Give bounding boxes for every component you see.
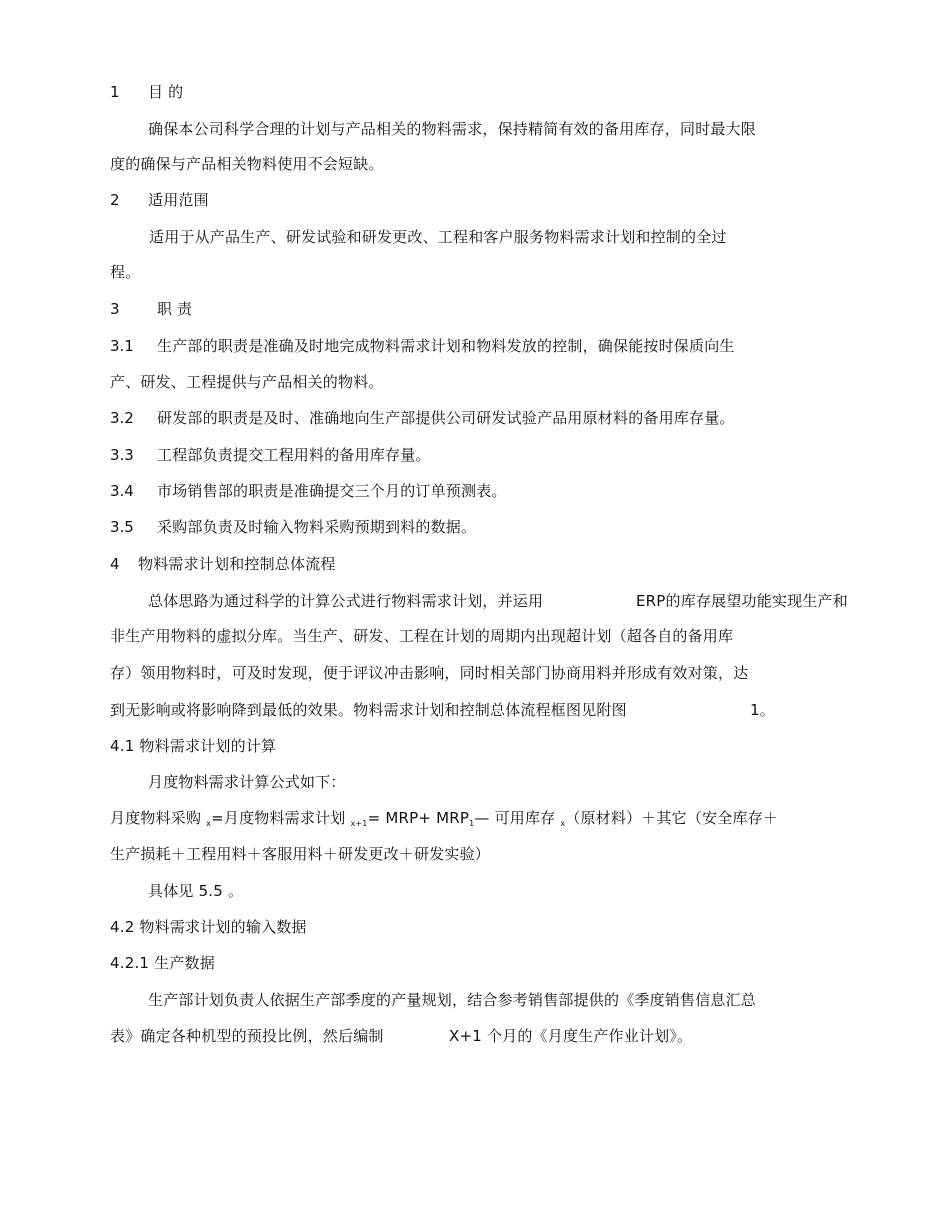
formula-term: — 可用库存	[474, 809, 556, 827]
paragraph-line: 适用于从产品生产、研发试验和研发更改、工程和客户服务物料需求计划和控制的全过	[149, 228, 727, 246]
paragraph-line: 度的确保与产品相关物料使用不会短缺。	[110, 155, 384, 173]
paragraph-line: 非生产用物料的虚拟分库。当生产、研发、工程在计划的周期内出现超计划（超各自的备用库	[110, 627, 734, 645]
formula-subscript: x	[206, 819, 212, 828]
formula-term: + MRP	[418, 809, 470, 827]
paragraph-line: 表》确定各种机型的预投比例，然后编制	[110, 1027, 384, 1045]
paragraph-line: 存）领用物料时，可及时发现，便于评议冲击影响，同时相关部门协商用料并形成有效对策，达	[110, 664, 749, 682]
section-number: 2	[110, 191, 120, 209]
formula-term: =月度物料需求计划	[211, 809, 346, 827]
item-text: 工程部负责提交工程用料的备用库存量。	[157, 446, 431, 464]
item-text: 采购部负责及时输入物料采购预期到料的数据。	[157, 518, 477, 536]
item-number: 3.4	[110, 482, 134, 500]
formula-subscript: x+1	[350, 819, 368, 828]
formula-term: （原材料）＋其它（安全库存＋	[565, 809, 779, 827]
paragraph-line: 具体见 5.5 。	[148, 882, 244, 900]
section-title: 物料需求计划和控制总体流程	[138, 555, 336, 573]
section-title: 适用范围	[148, 191, 209, 209]
item-number: 3.3	[110, 446, 134, 464]
section-number: 4	[110, 555, 120, 573]
item-text: 研发部的职责是及时、准确地向生产部提供公司研发试验产品用原材料的备用库存量。	[157, 409, 735, 427]
section-number: 3	[110, 300, 120, 318]
subsection-title: 4.1 物料需求计划的计算	[110, 737, 277, 755]
paragraph-line: 月度物料需求计算公式如下：	[148, 773, 346, 791]
paragraph-line: ERP的库存展望功能实现生产和	[636, 592, 848, 610]
paragraph-line: 程。	[110, 263, 141, 281]
paragraph-line: 到无影响或将影响降到最低的效果。物料需求计划和控制总体流程框图见附图	[110, 701, 627, 719]
item-number: 3.2	[110, 409, 134, 427]
item-text: 生产部的职责是准确及时地完成物料需求计划和物料发放的控制，确保能按时保质向生	[157, 337, 735, 355]
item-text: 产、研发、工程提供与产品相关的物料。	[110, 373, 384, 391]
formula-subscript: 1	[469, 819, 475, 828]
subsection-title: 4.2 物料需求计划的输入数据	[110, 918, 307, 936]
formula-subscript: x	[560, 819, 566, 828]
paragraph-line: 生产部计划负责人依据生产部季度的产量规划，结合参考销售部提供的《季度销售信息汇总	[148, 991, 757, 1009]
formula-line	[110, 808, 778, 834]
formula-line: 生产损耗＋工程用料＋客服用料＋研发更改＋研发实验）	[110, 845, 491, 863]
section-title: 职 责	[157, 300, 193, 318]
paragraph-line: 确保本公司科学合理的计划与产品相关的物料需求，保持精简有效的备用库存，同时最大限	[148, 120, 757, 138]
item-number: 3.1	[110, 337, 134, 355]
paragraph-line: X+1 个月的《月度生产作业计划》。	[449, 1027, 693, 1045]
paragraph-line: 总体思路为通过科学的计算公式进行物料需求计划，并运用	[148, 592, 544, 610]
formula-term: 月度物料采购	[110, 809, 202, 827]
subsubsection-title: 4.2.1 生产数据	[110, 954, 215, 972]
item-number: 3.5	[110, 518, 134, 536]
formula-term: = MRP	[367, 809, 419, 827]
section-title: 目 的	[148, 83, 184, 101]
section-number: 1	[110, 83, 120, 101]
item-text: 市场销售部的职责是准确提交三个月的订单预测表。	[157, 482, 507, 500]
figure-reference: 1。	[750, 701, 775, 719]
